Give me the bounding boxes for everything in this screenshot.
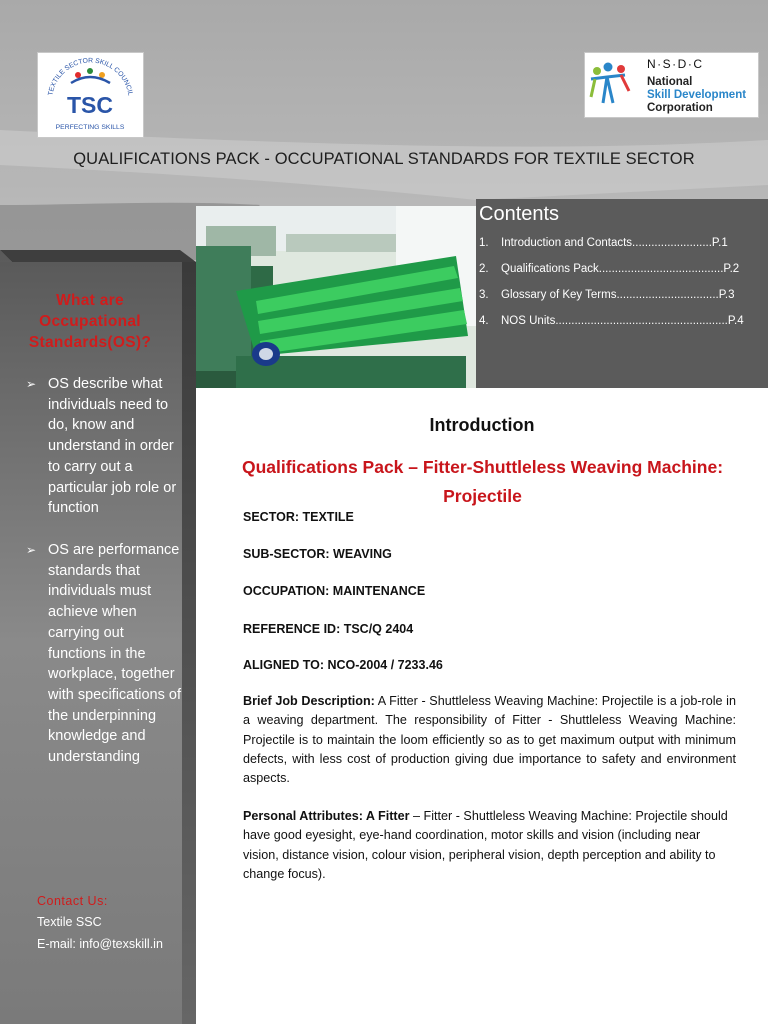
nsdc-line1: National [647, 76, 693, 88]
sidebar-bullet-text: OS describe what individuals need to do, know and understand in order to carry out a particular job role or function [48, 376, 177, 517]
attributes-label: Personal Attributes: A Fitter [243, 809, 410, 823]
toc-item-number: 3. [479, 289, 489, 301]
introduction-heading: Introduction [429, 415, 535, 435]
contact-org: Textile SSC [37, 915, 102, 929]
toc-item-label: Glossary of Key Terms................................P.3 [501, 289, 735, 301]
contact-email[interactable]: E-mail: info@texskill.in [37, 937, 163, 951]
sidebar-title [10, 290, 170, 353]
sidebar-bullet-text: OS are performance standards that individuals must achieve when carrying out functions in the workplace, together with specifications of the underpinning knowledge and understanding [48, 542, 181, 766]
tsc-tagline: PERFECTING SKILLS [55, 124, 125, 131]
nsdc-line3: Corporation [647, 102, 713, 114]
field-sector: SECTOR: TEXTILE [243, 510, 354, 524]
brief-label: Brief Job Description: [243, 694, 375, 708]
nsdc-logo [584, 52, 759, 118]
toc-item-label: Introduction and Contacts.........................P.1 [501, 237, 728, 249]
tsc-logo [37, 52, 144, 138]
sidebar-title-line: What are [56, 292, 124, 309]
toc-item-number: 2. [479, 263, 489, 275]
arrow-bullet-icon: ➢ [26, 543, 37, 557]
contact-heading: Contact Us: [37, 894, 108, 908]
toc-item[interactable] [479, 237, 728, 249]
toc-item-label: Qualifications Pack.......................................P.2 [501, 263, 740, 275]
weaving-machine-photo [196, 206, 476, 388]
toc-item[interactable] [479, 263, 739, 275]
field-sub-sector: SUB-SECTOR: WEAVING [243, 547, 392, 561]
brief-text: A Fitter - Shuttleless Weaving Machine: Projectile is a job-role in a weaving department. The responsibility of Fitter - Shuttleless Weaving Machine: Projectile is to maintain the loom efficiently so as to get maximum output with minimum defects, with less cost of production giving due importance to safety and environment aspects. [243, 694, 736, 786]
nsdc-line2: Skill Development [647, 89, 747, 101]
personal-attributes [243, 807, 736, 884]
toc-item[interactable] [479, 315, 744, 327]
contents-title: Contents [479, 203, 560, 225]
toc-item-label: NOS Units......................................................P.4 [501, 315, 744, 327]
contents-panel [476, 199, 768, 387]
sidebar-title-line: Occupational [39, 313, 141, 330]
field-reference-id: REFERENCE ID: TSC/Q 2404 [243, 622, 414, 636]
qp-title-line: Qualifications Pack – Fitter-Shuttleless Weaving Machine: [241, 457, 724, 477]
qualifications-pack-title [210, 453, 755, 511]
sidebar-title-line: Standards(OS)? [28, 334, 152, 351]
toc-item-number: 4. [479, 315, 489, 327]
field-occupation: OCCUPATION: MAINTENANCE [243, 584, 426, 598]
page-header-title: QUALIFICATIONS PACK - OCCUPATIONAL STANDARDS FOR TEXTILE SECTOR [73, 150, 695, 168]
toc-item[interactable] [479, 289, 734, 301]
brief-job-description [243, 692, 736, 788]
toc-item-number: 1. [479, 237, 489, 249]
tsc-arc-text: TEXTILE SECTOR SKILL COUNCIL [47, 57, 134, 97]
arrow-bullet-icon: ➢ [26, 377, 37, 391]
qp-title-line: Projectile [443, 486, 522, 506]
attributes-text: – Fitter - Shuttleless Weaving Machine: Projectile should have good eyesight, eye-hand coordination, motor skills and vision (including near vision, distance vision, colour vision, peripheral vision, depth perception and ability to change focus). [243, 809, 728, 881]
field-aligned-to: ALIGNED TO: NCO-2004 / 7233.46 [243, 658, 443, 672]
tsc-name: TSC [67, 92, 113, 118]
nsdc-acronym: N·S·D·C [647, 57, 704, 71]
